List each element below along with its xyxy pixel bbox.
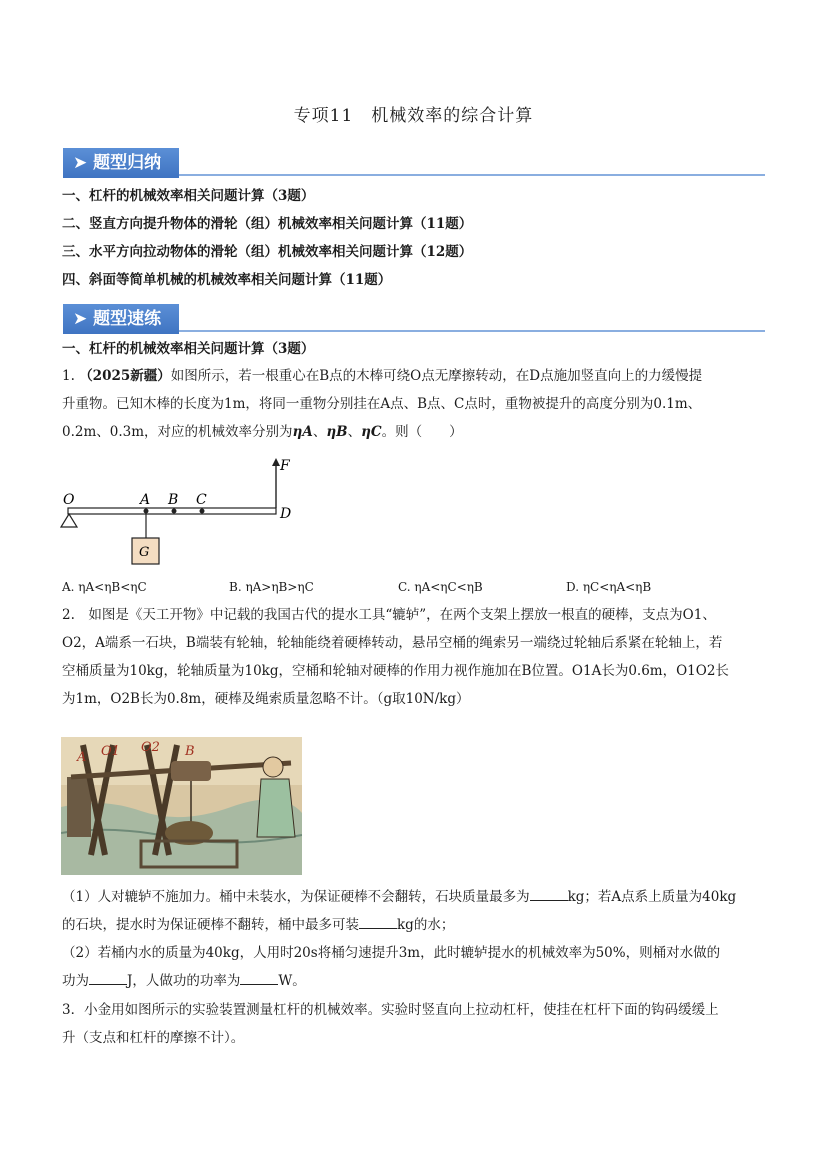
label-d: D: [280, 506, 292, 522]
banner-label: 题型归纳: [93, 153, 162, 173]
question-2-line-2: O2，A端系一石块，B端装有轮轴，轮轴能绕着硬棒转动，悬吊空桶的绳索另一端绕过轮轴后系紧在轮轴上，若: [62, 635, 723, 651]
person-body: [257, 779, 295, 837]
question-2-line-3: 空桶质量为10kg，轮轴质量为10kg，空桶和轮轴对硬棒的作用力视作施加在B位置。O1A长为0.6m，O1O2长: [62, 663, 729, 679]
img-label-o2: O2: [141, 740, 160, 755]
question-2-line-1: 2. 如图是《天工开物》中记载的我国古代的提水工具“辘轳”，在两个支架上摆放一根直的硬棒，支点为O1、: [62, 607, 716, 623]
arrow-right-icon: ➤: [73, 153, 94, 173]
eta-b: ηB: [326, 424, 348, 440]
subquestion-1-line-2: 的石块，提水时为保证硬棒不翻转，桶中最多可装 kg的水；: [62, 917, 455, 933]
option-d[interactable]: D. ηC<ηA<ηB: [566, 580, 652, 594]
label-o: O: [63, 492, 75, 508]
arrow-right-icon: ➤: [73, 309, 94, 329]
question-3-line-1: 3．小金用如图所示的实验装置测量杠杆的机械效率。实验时竖直向上拉动杠杆，使挂在杠杆下面的钩码缓缓上: [62, 1002, 719, 1018]
question-3-text: [62, 996, 768, 1052]
question-1-line-2: 升重物。已知木棒的长度为1m，将同一重物分别挂在A点、B点、C点时，重物被提升的高度分别为0.1m、: [62, 396, 702, 412]
summary-item-4: 四、斜面等简单机械的机械效率相关问题计算（11题）: [62, 272, 392, 288]
lever-diagram: [58, 452, 298, 570]
summary-item-3: 三、水平方向拉动物体的滑轮（组）机械效率相关问题计算（12题）: [62, 244, 473, 260]
section-banner-overview: [63, 148, 765, 178]
summary-item-2: 二、竖直方向提升物体的滑轮（组）机械效率相关问题计算（11题）: [62, 216, 473, 232]
point-c: [200, 509, 205, 514]
windlass-illustration: [61, 737, 302, 875]
section-banner-practice: [63, 304, 765, 334]
fulcrum-triangle: [61, 514, 77, 527]
question-3-line-2: 升（支点和杠杆的摩擦不计）。: [62, 1030, 245, 1046]
answer-blank[interactable]: [240, 971, 278, 985]
question-2-line-4: 为1m，O2B长为0.8m，硬棒及绳索质量忽略不计。（g取10N/kg）: [62, 691, 470, 707]
section-heading: 一、杠杆的机械效率相关问题计算（3题）: [62, 341, 315, 357]
question-2-subquestions: [62, 883, 768, 995]
eta-c: ηC: [361, 424, 382, 440]
option-b[interactable]: B. ηA>ηB>ηC: [229, 580, 314, 594]
label-g: G: [139, 545, 150, 560]
img-label-o1: O1: [101, 744, 120, 759]
subquestion-1-line-1: （1）人对辘轳不施加力。桶中未装水，为保证硬棒不会翻转，石块质量最多为 kg；若A点系上质量为40kg: [62, 889, 737, 905]
summary-item-1: 一、杠杆的机械效率相关问题计算（3题）: [62, 188, 315, 204]
force-arrow-head: [272, 458, 280, 466]
answer-blank[interactable]: [530, 887, 568, 901]
banner-label: 题型速练: [93, 309, 162, 329]
subquestion-2-line-1: （2）若桶内水的质量为40kg，人用时20s将桶匀速提升3m，此时辘轳提水的机械效率为50%，则桶对水做的: [62, 945, 721, 961]
question-2-text: [62, 601, 768, 713]
wheel-axle: [171, 761, 211, 781]
answer-blank[interactable]: [359, 915, 397, 929]
question-source: （2025新疆）: [79, 368, 171, 384]
question-1-text: [62, 362, 768, 446]
label-c: C: [196, 492, 207, 508]
divider: [179, 330, 765, 332]
question-1-line-3: 0.2m、0.3m，对应的机械效率分别为ηA、ηB、ηC。则（ ）: [62, 424, 463, 440]
divider: [179, 174, 765, 176]
question-1-line-1: 1. （2025新疆）如图所示，若一根重心在B点的木棒可绕O点无摩擦转动，在D点施加竖直向上的力缓慢提: [62, 368, 703, 384]
img-label-b: B: [185, 744, 195, 759]
option-c[interactable]: C. ηA<ηC<ηB: [398, 580, 483, 594]
point-b: [172, 509, 177, 514]
label-f: F: [280, 458, 290, 474]
option-a[interactable]: A. ηA<ηB<ηC: [62, 580, 147, 594]
eta-a: ηA: [292, 424, 313, 440]
stone: [67, 777, 91, 837]
label-b: B: [168, 492, 179, 508]
page-title: 专项11 机械效率的综合计算: [293, 106, 534, 126]
label-a: A: [140, 492, 151, 508]
answer-blank[interactable]: [89, 971, 127, 985]
subquestion-2-line-2: 功为 J，人做功的功率为 W。: [62, 973, 306, 989]
person-head: [263, 757, 283, 777]
img-label-a: A: [77, 750, 87, 765]
